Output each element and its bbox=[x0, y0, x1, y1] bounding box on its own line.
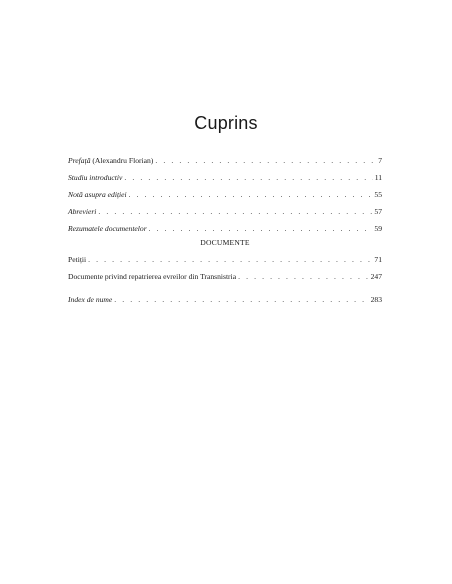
toc-page-number: 71 bbox=[374, 255, 382, 264]
toc-leader-dots bbox=[98, 207, 372, 216]
toc-entry-label bbox=[68, 207, 96, 216]
toc-entry-label-italic: Studiu introductiv bbox=[68, 173, 123, 182]
toc-page-number: 7 bbox=[378, 156, 382, 165]
toc-page-number: 11 bbox=[374, 173, 382, 182]
toc-entry-label-italic: Index de nume bbox=[68, 295, 113, 304]
toc-page-number: 283 bbox=[370, 295, 382, 304]
toc-entry bbox=[68, 255, 382, 272]
section-heading: DOCUMENTE bbox=[200, 238, 250, 247]
toc-leader-dots bbox=[129, 190, 373, 199]
toc-leader-dots bbox=[149, 224, 373, 233]
toc-page-number: 247 bbox=[370, 272, 382, 281]
toc-entry bbox=[68, 207, 382, 224]
toc-back-matter bbox=[68, 295, 382, 312]
toc-entry bbox=[68, 173, 382, 190]
toc-page-number: 55 bbox=[374, 190, 382, 199]
toc-entry-label-italic: Rezumatele documentelor bbox=[68, 224, 147, 233]
toc-page-number: 57 bbox=[374, 207, 382, 216]
toc-entry-label: Petiții bbox=[68, 255, 87, 264]
toc-entry bbox=[68, 190, 382, 207]
toc-entry-label bbox=[68, 224, 147, 233]
toc-entry-label bbox=[68, 156, 153, 165]
toc-entry-label bbox=[68, 173, 122, 182]
toc-page-number: 59 bbox=[374, 224, 382, 233]
toc-front-matter bbox=[68, 156, 382, 241]
toc-leader-dots bbox=[114, 295, 368, 304]
toc-entry-label bbox=[68, 295, 112, 304]
toc-entry-label-italic: Prefață bbox=[68, 156, 91, 165]
toc-entry-label bbox=[68, 190, 127, 199]
toc-entry bbox=[68, 295, 382, 312]
toc-leader-dots bbox=[88, 255, 372, 264]
toc-entry bbox=[68, 156, 382, 173]
toc-leader-dots bbox=[238, 272, 369, 281]
toc-entry-label: Documente privind repatrierea evreilor din Transnistria bbox=[68, 272, 237, 281]
toc-entry-label-plain: (Alexandru Florian) bbox=[90, 156, 154, 165]
toc-entry-label-italic: Abrevieri bbox=[68, 207, 97, 216]
toc-leader-dots bbox=[155, 156, 376, 165]
toc-entry bbox=[68, 272, 382, 289]
toc-leader-dots bbox=[124, 173, 372, 182]
toc-entry-label-italic: Notă asupra ediției bbox=[68, 190, 127, 199]
page-title: Cuprins bbox=[194, 113, 258, 133]
toc-section bbox=[68, 238, 382, 289]
